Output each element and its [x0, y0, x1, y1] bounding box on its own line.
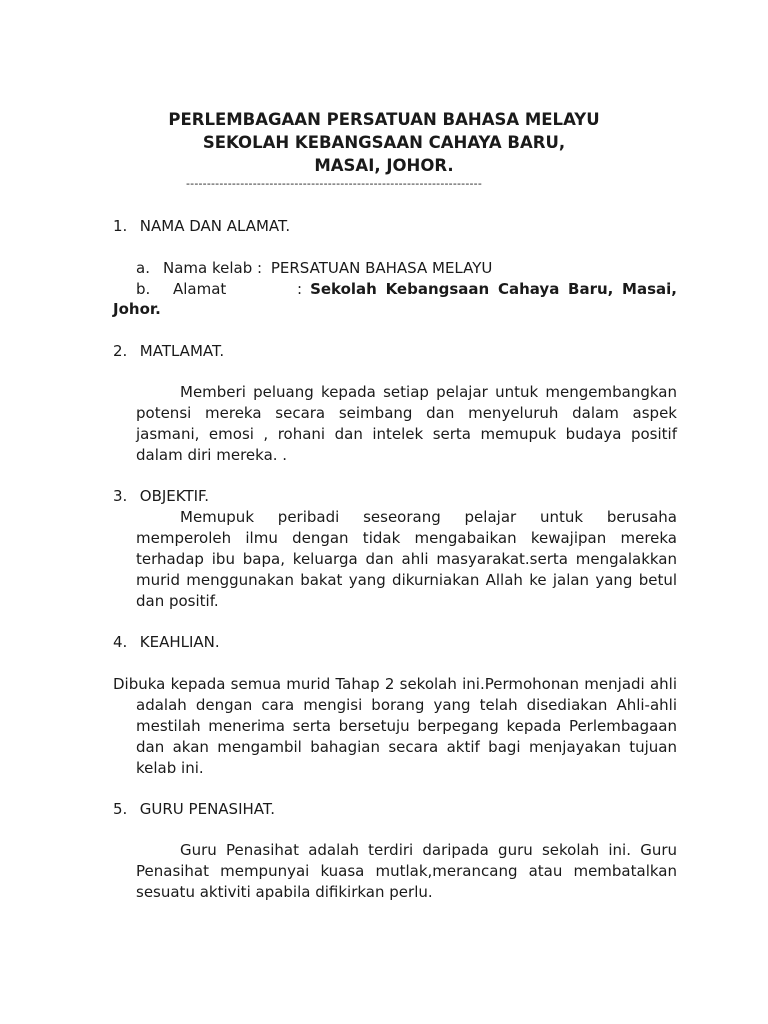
section-1-number: 1. [113, 217, 128, 235]
section-5-text: Guru Penasihat adalah terdiri daripada guru sekolah ini. Guru Penasihat mempunyai kuasa mutlak,merancang atau membatalkan sesuatu aktiviti apabila difikirkan perlu. [136, 841, 677, 901]
address-colon: : [297, 280, 303, 298]
section-2-number: 2. [113, 342, 128, 360]
address-value: Sekolah Kebangsaan Cahaya Baru, Masai, [310, 280, 677, 298]
address-value-continued: Johor. [113, 300, 161, 318]
section-2-text: Memberi peluang kepada setiap pelajar untuk mengembangkan potensi mereka secara seimbang dan menyeluruh dalam aspek jasmani, emosi , rohani dan intelek serta memupuk budaya positif dalam diri mereka. . [136, 383, 677, 464]
item-b-marker: b. [136, 280, 151, 298]
section-4-number: 4. [113, 633, 128, 651]
section-3-body [136, 507, 677, 612]
section-2-heading [113, 341, 224, 361]
section-4-title: KEAHLIAN. [139, 633, 220, 651]
section-4-heading [113, 632, 220, 652]
address-value-wrap [297, 279, 677, 299]
section-3-text: Memupuk peribadi seseorang pelajar untuk berusaha memperoleh ilmu dengan tidak mengabaikan kewajipan mereka terhadap ibu bapa, keluarga dan ahli masyarakat.serta mengalakkan murid menggunakan bakat yang dikurniakan Allah ke jalan yang betul dan positif. [136, 508, 677, 610]
section-5-number: 5. [113, 800, 128, 818]
document-title [0, 108, 768, 177]
item-a-marker: a. [136, 259, 150, 277]
title-line-1: PERLEMBAGAAN PERSATUAN BAHASA MELAYU [168, 110, 600, 129]
section-5-title: GURU PENASIHAT. [139, 800, 276, 818]
section-3-heading [113, 486, 209, 506]
title-line-3: MASAI, JOHOR. [314, 156, 454, 175]
section-5-body [136, 840, 677, 903]
section-1-heading [113, 216, 290, 236]
section-3-title: OBJEKTIF. [139, 487, 210, 505]
title-line-2: SEKOLAH KEBANGSAAN CAHAYA BARU, [202, 133, 566, 152]
title-divider: ----------------------------------------------------------------------- [186, 177, 483, 190]
club-name-label: Nama kelab : [163, 259, 263, 277]
section-5-heading [113, 799, 275, 819]
section-3-number: 3. [113, 487, 128, 505]
club-name-row [136, 258, 492, 278]
section-2-body [136, 382, 677, 466]
section-1-title: NAMA DAN ALAMAT. [139, 217, 291, 235]
section-2-title: MATLAMAT. [139, 342, 225, 360]
club-name-value: PERSATUAN BAHASA MELAYU [270, 259, 493, 277]
section-4-body: Dibuka kepada semua murid Tahap 2 sekolah ini.Permohonan menjadi ahli adalah dengan cara mengisi borang yang telah disediakan Ahli-ahli mestilah menerima serta bersetuju berpegang kepada Perlembagaan dan akan mengambil bahagian secara aktif bagi menjayakan tujuan kelab ini. [113, 675, 677, 777]
address-label: Alamat [173, 280, 227, 298]
